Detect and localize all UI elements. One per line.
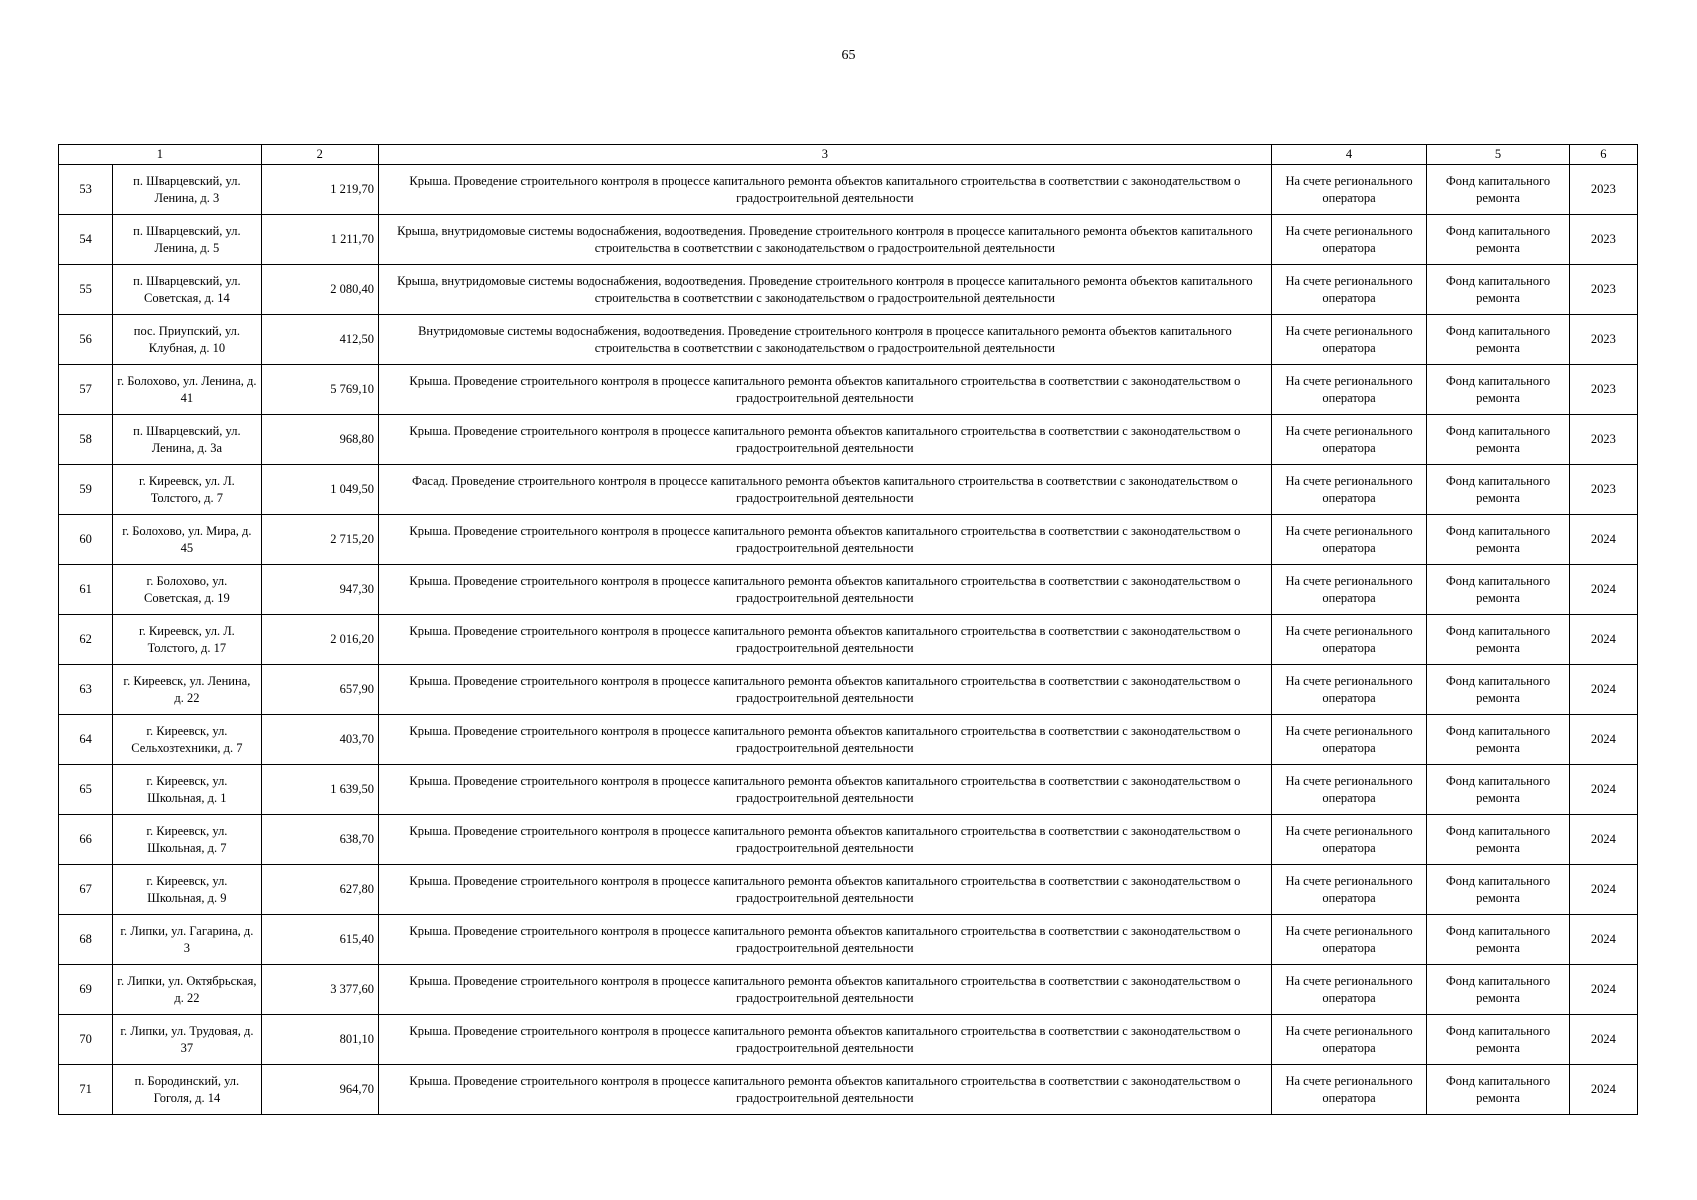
work-description-cell: Крыша. Проведение строительного контроля в процессе капитального ремонта объектов капитального строительства в соответствии с законодательством о градостроительной деятельности (378, 765, 1271, 815)
year-cell: 2024 (1569, 815, 1637, 865)
funding-source-cell: Фонд капитального ремонта (1427, 765, 1569, 815)
row-number: 69 (59, 965, 113, 1015)
funding-source-cell: Фонд капитального ремонта (1427, 665, 1569, 715)
address-cell: г. Киреевск, ул. Ленина, д. 22 (113, 665, 261, 715)
cost-cell: 947,30 (261, 565, 378, 615)
table-row (59, 265, 1638, 315)
year-cell: 2024 (1569, 965, 1637, 1015)
work-description-cell: Крыша. Проведение строительного контроля в процессе капитального ремонта объектов капитального строительства в соответствии с законодательством о градостроительной деятельности (378, 815, 1271, 865)
account-type-cell: На счете регионального оператора (1271, 515, 1426, 565)
table-row (59, 665, 1638, 715)
work-description-cell: Крыша. Проведение строительного контроля в процессе капитального ремонта объектов капитального строительства в соответствии с законодательством о градостроительной деятельности (378, 915, 1271, 965)
account-type-cell: На счете регионального оператора (1271, 215, 1426, 265)
column-header-5: 5 (1427, 145, 1569, 165)
account-type-cell: На счете регионального оператора (1271, 1015, 1426, 1065)
row-number: 63 (59, 665, 113, 715)
row-number: 58 (59, 415, 113, 465)
address-cell: г. Болохово, ул. Советская, д. 19 (113, 565, 261, 615)
cost-cell: 657,90 (261, 665, 378, 715)
cost-cell: 638,70 (261, 815, 378, 865)
account-type-cell: На счете регионального оператора (1271, 915, 1426, 965)
address-cell: г. Липки, ул. Октябрьская, д. 22 (113, 965, 261, 1015)
account-type-cell: На счете регионального оператора (1271, 665, 1426, 715)
funding-source-cell: Фонд капитального ремонта (1427, 215, 1569, 265)
cost-cell: 615,40 (261, 915, 378, 965)
work-description-cell: Крыша. Проведение строительного контроля в процессе капитального ремонта объектов капитального строительства в соответствии с законодательством о градостроительной деятельности (378, 865, 1271, 915)
address-cell: г. Липки, ул. Гагарина, д. 3 (113, 915, 261, 965)
funding-source-cell: Фонд капитального ремонта (1427, 415, 1569, 465)
address-cell: г. Киреевск, ул. Л. Толстого, д. 7 (113, 465, 261, 515)
address-cell: г. Киреевск, ул. Л. Толстого, д. 17 (113, 615, 261, 665)
table-row (59, 1065, 1638, 1115)
funding-source-cell: Фонд капитального ремонта (1427, 615, 1569, 665)
row-number: 61 (59, 565, 113, 615)
cost-cell: 3 377,60 (261, 965, 378, 1015)
account-type-cell: На счете регионального оператора (1271, 315, 1426, 365)
account-type-cell: На счете регионального оператора (1271, 565, 1426, 615)
work-description-cell: Крыша. Проведение строительного контроля в процессе капитального ремонта объектов капитального строительства в соответствии с законодательством о градостроительной деятельности (378, 715, 1271, 765)
column-header-3: 3 (378, 145, 1271, 165)
table-header (59, 145, 1638, 165)
year-cell: 2024 (1569, 515, 1637, 565)
work-description-cell: Крыша. Проведение строительного контроля в процессе капитального ремонта объектов капитального строительства в соответствии с законодательством о градостроительной деятельности (378, 565, 1271, 615)
funding-source-cell: Фонд капитального ремонта (1427, 315, 1569, 365)
table-row (59, 365, 1638, 415)
work-description-cell: Фасад. Проведение строительного контроля в процессе капитального ремонта объектов капитального строительства в соответствии с законодательством о градостроительной деятельности (378, 465, 1271, 515)
cost-cell: 5 769,10 (261, 365, 378, 415)
address-cell: г. Болохово, ул. Ленина, д. 41 (113, 365, 261, 415)
row-number: 62 (59, 615, 113, 665)
table-row (59, 815, 1638, 865)
account-type-cell: На счете регионального оператора (1271, 265, 1426, 315)
table-row (59, 765, 1638, 815)
row-number: 60 (59, 515, 113, 565)
funding-source-cell: Фонд капитального ремонта (1427, 515, 1569, 565)
year-cell: 2024 (1569, 915, 1637, 965)
account-type-cell: На счете регионального оператора (1271, 1065, 1426, 1115)
column-header-2: 2 (261, 145, 378, 165)
year-cell: 2024 (1569, 565, 1637, 615)
account-type-cell: На счете регионального оператора (1271, 815, 1426, 865)
row-number: 56 (59, 315, 113, 365)
funding-source-cell: Фонд капитального ремонта (1427, 1015, 1569, 1065)
row-number: 66 (59, 815, 113, 865)
account-type-cell: На счете регионального оператора (1271, 415, 1426, 465)
table-row (59, 865, 1638, 915)
address-cell: г. Болохово, ул. Мира, д. 45 (113, 515, 261, 565)
funding-source-cell: Фонд капитального ремонта (1427, 965, 1569, 1015)
work-description-cell: Крыша. Проведение строительного контроля в процессе капитального ремонта объектов капитального строительства в соответствии с законодательством о градостроительной деятельности (378, 365, 1271, 415)
page-number: 65 (841, 48, 856, 63)
row-number: 65 (59, 765, 113, 815)
row-number: 53 (59, 165, 113, 215)
cost-cell: 2 016,20 (261, 615, 378, 665)
year-cell: 2024 (1569, 615, 1637, 665)
cost-cell: 2 715,20 (261, 515, 378, 565)
funding-source-cell: Фонд капитального ремонта (1427, 265, 1569, 315)
account-type-cell: На счете регионального оператора (1271, 965, 1426, 1015)
year-cell: 2023 (1569, 215, 1637, 265)
year-cell: 2024 (1569, 1065, 1637, 1115)
address-cell: п. Шварцевский, ул. Ленина, д. 5 (113, 215, 261, 265)
account-type-cell: На счете регионального оператора (1271, 615, 1426, 665)
cost-cell: 627,80 (261, 865, 378, 915)
table-row (59, 215, 1638, 265)
table-row (59, 565, 1638, 615)
funding-source-cell: Фонд капитального ремонта (1427, 365, 1569, 415)
work-description-cell: Крыша. Проведение строительного контроля в процессе капитального ремонта объектов капитального строительства в соответствии с законодательством о градостроительной деятельности (378, 1015, 1271, 1065)
funding-source-cell: Фонд капитального ремонта (1427, 565, 1569, 615)
account-type-cell: На счете регионального оператора (1271, 765, 1426, 815)
work-description-cell: Крыша. Проведение строительного контроля в процессе капитального ремонта объектов капитального строительства в соответствии с законодательством о градостроительной деятельности (378, 965, 1271, 1015)
row-number: 71 (59, 1065, 113, 1115)
address-cell: г. Киреевск, ул. Сельхозтехники, д. 7 (113, 715, 261, 765)
cost-cell: 964,70 (261, 1065, 378, 1115)
row-number: 68 (59, 915, 113, 965)
address-cell: п. Шварцевский, ул. Советская, д. 14 (113, 265, 261, 315)
address-cell: г. Липки, ул. Трудовая, д. 37 (113, 1015, 261, 1065)
account-type-cell: На счете регионального оператора (1271, 165, 1426, 215)
table-row (59, 915, 1638, 965)
cost-cell: 1 211,70 (261, 215, 378, 265)
work-description-cell: Крыша, внутридомовые системы водоснабжения, водоотведения. Проведение строительного контроля в процессе капитального ремонта объектов капитального строительства в соответствии с законодательством о градостроительной деятельности (378, 265, 1271, 315)
row-number: 57 (59, 365, 113, 415)
funding-source-cell: Фонд капитального ремонта (1427, 815, 1569, 865)
row-number: 54 (59, 215, 113, 265)
funding-source-cell: Фонд капитального ремонта (1427, 865, 1569, 915)
capital-repair-table (58, 144, 1638, 1115)
table-row (59, 315, 1638, 365)
funding-source-cell: Фонд капитального ремонта (1427, 715, 1569, 765)
year-cell: 2024 (1569, 765, 1637, 815)
funding-source-cell: Фонд капитального ремонта (1427, 1065, 1569, 1115)
year-cell: 2023 (1569, 415, 1637, 465)
row-number: 67 (59, 865, 113, 915)
work-description-cell: Крыша. Проведение строительного контроля в процессе капитального ремонта объектов капитального строительства в соответствии с законодательством о градостроительной деятельности (378, 415, 1271, 465)
year-cell: 2024 (1569, 865, 1637, 915)
address-cell: г. Киреевск, ул. Школьная, д. 7 (113, 815, 261, 865)
table-row (59, 165, 1638, 215)
table-row (59, 965, 1638, 1015)
cost-cell: 412,50 (261, 315, 378, 365)
cost-cell: 2 080,40 (261, 265, 378, 315)
year-cell: 2023 (1569, 265, 1637, 315)
cost-cell: 1 219,70 (261, 165, 378, 215)
cost-cell: 1 049,50 (261, 465, 378, 515)
column-header-4: 4 (1271, 145, 1426, 165)
year-cell: 2023 (1569, 365, 1637, 415)
year-cell: 2024 (1569, 715, 1637, 765)
year-cell: 2023 (1569, 165, 1637, 215)
header-row (59, 145, 1638, 165)
account-type-cell: На счете регионального оператора (1271, 465, 1426, 515)
funding-source-cell: Фонд капитального ремонта (1427, 915, 1569, 965)
work-description-cell: Крыша. Проведение строительного контроля в процессе капитального ремонта объектов капитального строительства в соответствии с законодательством о градостроительной деятельности (378, 515, 1271, 565)
address-cell: г. Киреевск, ул. Школьная, д. 1 (113, 765, 261, 815)
work-description-cell: Крыша. Проведение строительного контроля в процессе капитального ремонта объектов капитального строительства в соответствии с законодательством о градостроительной деятельности (378, 1065, 1271, 1115)
table-row (59, 465, 1638, 515)
year-cell: 2024 (1569, 1015, 1637, 1065)
address-cell: г. Киреевск, ул. Школьная, д. 9 (113, 865, 261, 915)
work-description-cell: Внутридомовые системы водоснабжения, водоотведения. Проведение строительного контроля в процессе капитального ремонта объектов капитального строительства в соответствии с законодательством о градостроительной деятельности (378, 315, 1271, 365)
table-body (59, 165, 1638, 1115)
year-cell: 2023 (1569, 465, 1637, 515)
cost-cell: 801,10 (261, 1015, 378, 1065)
account-type-cell: На счете регионального оператора (1271, 365, 1426, 415)
account-type-cell: На счете регионального оператора (1271, 865, 1426, 915)
table-row (59, 615, 1638, 665)
work-description-cell: Крыша, внутридомовые системы водоснабжения, водоотведения. Проведение строительного контроля в процессе капитального ремонта объектов капитального строительства в соответствии с законодательством о градостроительной деятельности (378, 215, 1271, 265)
work-description-cell: Крыша. Проведение строительного контроля в процессе капитального ремонта объектов капитального строительства в соответствии с законодательством о градостроительной деятельности (378, 665, 1271, 715)
address-cell: п. Бородинский, ул. Гоголя, д. 14 (113, 1065, 261, 1115)
cost-cell: 968,80 (261, 415, 378, 465)
year-cell: 2023 (1569, 315, 1637, 365)
address-cell: пос. Приупский, ул. Клубная, д. 10 (113, 315, 261, 365)
account-type-cell: На счете регионального оператора (1271, 715, 1426, 765)
column-header-1: 1 (59, 145, 262, 165)
cost-cell: 403,70 (261, 715, 378, 765)
funding-source-cell: Фонд капитального ремонта (1427, 165, 1569, 215)
row-number: 64 (59, 715, 113, 765)
column-header-6: 6 (1569, 145, 1637, 165)
work-description-cell: Крыша. Проведение строительного контроля в процессе капитального ремонта объектов капитального строительства в соответствии с законодательством о градостроительной деятельности (378, 615, 1271, 665)
address-cell: п. Шварцевский, ул. Ленина, д. 3 (113, 165, 261, 215)
table-row (59, 515, 1638, 565)
cost-cell: 1 639,50 (261, 765, 378, 815)
address-cell: п. Шварцевский, ул. Ленина, д. 3а (113, 415, 261, 465)
year-cell: 2024 (1569, 665, 1637, 715)
row-number: 59 (59, 465, 113, 515)
row-number: 55 (59, 265, 113, 315)
row-number: 70 (59, 1015, 113, 1065)
work-description-cell: Крыша. Проведение строительного контроля в процессе капитального ремонта объектов капитального строительства в соответствии с законодательством о градостроительной деятельности (378, 165, 1271, 215)
table-row (59, 715, 1638, 765)
table-row (59, 1015, 1638, 1065)
table-row (59, 415, 1638, 465)
funding-source-cell: Фонд капитального ремонта (1427, 465, 1569, 515)
